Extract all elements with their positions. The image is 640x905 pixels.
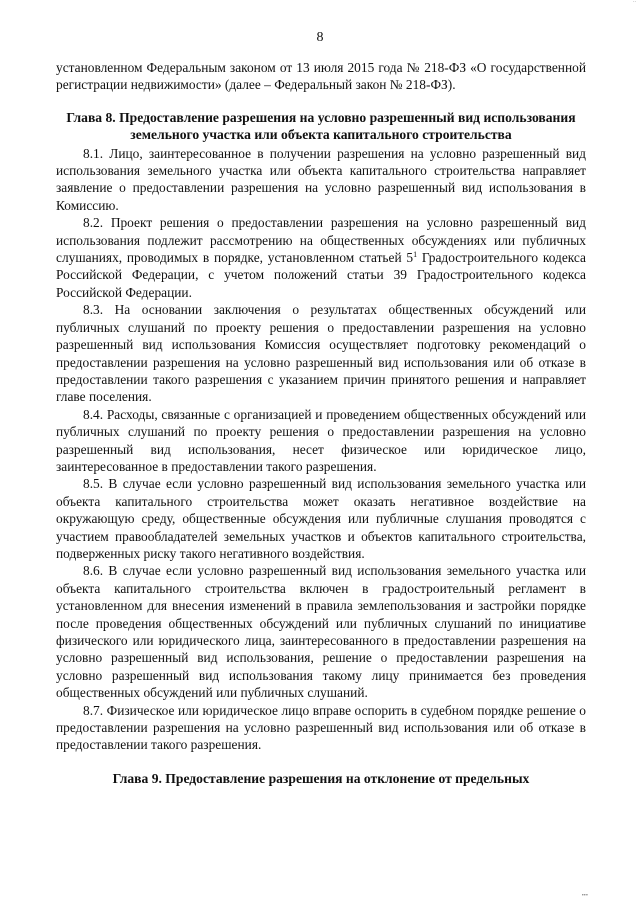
paragraph-8-2-text-b: Градостроительного кодекса Российской Федерации, с учетом положений статьи 39 Градостроительного кодекса Российской Федерации. bbox=[56, 250, 586, 300]
paragraph-continuation: установленном Федеральным законом от 13 июля 2015 года № 218-ФЗ «О государственной регистрации недвижимости» (далее – Федеральный закон № 218-ФЗ). bbox=[56, 60, 586, 93]
paragraph-8-7: 8.7. Физическое или юридическое лицо вправе оспорить в судебном порядке решение о предоставлении разрешения на условно разрешенный вид использования или об отказе в предоставлении такого разрешения. bbox=[56, 702, 586, 753]
paragraph-8-4: 8.4. Расходы, связанные с организацией и проведением общественных обсуждений или публичных слушаний по проекту решения о предоставлении разрешения на условно разрешенный вид использования, несет физическое или юридическое лицо, заинтересованное в предоставлении такого разрешения. bbox=[56, 406, 586, 474]
scan-mark-top: .. bbox=[633, 0, 636, 4]
page-number: 8 bbox=[316, 30, 324, 45]
paragraph-8-1: 8.1. Лицо, заинтересованное в получении разрешения на условно разрешенный вид использования земельного участка или объекта капитального строительства направляет заявление о предоставлении разрешения на условно разрешенный вид использования в Комиссию. bbox=[56, 145, 586, 213]
chapter-9-heading: Глава 9. Предоставление разрешения на отклонение от предельных bbox=[112, 770, 530, 786]
scan-mark-bottom: ••• bbox=[581, 893, 588, 899]
page-content bbox=[56, 59, 586, 788]
paragraph-8-2-text-a: 8.2. Проект решения о предоставлении разрешения на условно разрешенный вид использования подлежит рассмотрению на общественных обсуждениях или публичных слушаниях, проводимых в порядке, установленном статьей 5 bbox=[56, 215, 586, 266]
article-superscript: 1 bbox=[413, 250, 418, 260]
paragraph-8-6: 8.6. В случае если условно разрешенный вид использования земельного участка или объекта капитального строительства включен в градостроительный регламент в установленном для внесения изменений в правила землепользования и застройки порядке после проведения общественных обсуждений или публичных слушаний по инициативе физического или юридического лица, заинтересованного в предоставлении разрешения на условно разрешенный вид использования, решение о предоставлении разрешения на условно разрешенный вид использования такому лицу принимается без проведения общественных обсуждений или публичных слушаний. bbox=[56, 563, 586, 701]
chapter-8-heading: Глава 8. Предоставление разрешения на условно разрешенный вид использования земельного участка или объекта капитального строительства bbox=[66, 109, 576, 143]
paragraph-8-3: 8.3. На основании заключения о результатах общественных обсуждений или публичных слушаний по проекту решения о предоставлении разрешения на условно разрешенный вид использования Комиссия осуществляет подготовку рекомендаций о предоставлении разрешения на условно разрешенный вид использования или об отказе в предоставлении такого разрешения с указанием причин принятого решения и направляет главе поселения. bbox=[56, 302, 586, 405]
paragraph-8-5: 8.5. В случае если условно разрешенный вид использования земельного участка или объекта капитального строительства может оказать негативное воздействие на окружающую среду, общественные обсуждения или публичные слушания проводятся с участием правообладателей земельных участков и объектов капитального строительства, подверженных риску такого негативного воздействия. bbox=[56, 476, 586, 561]
paragraph-8-2 bbox=[56, 214, 586, 301]
